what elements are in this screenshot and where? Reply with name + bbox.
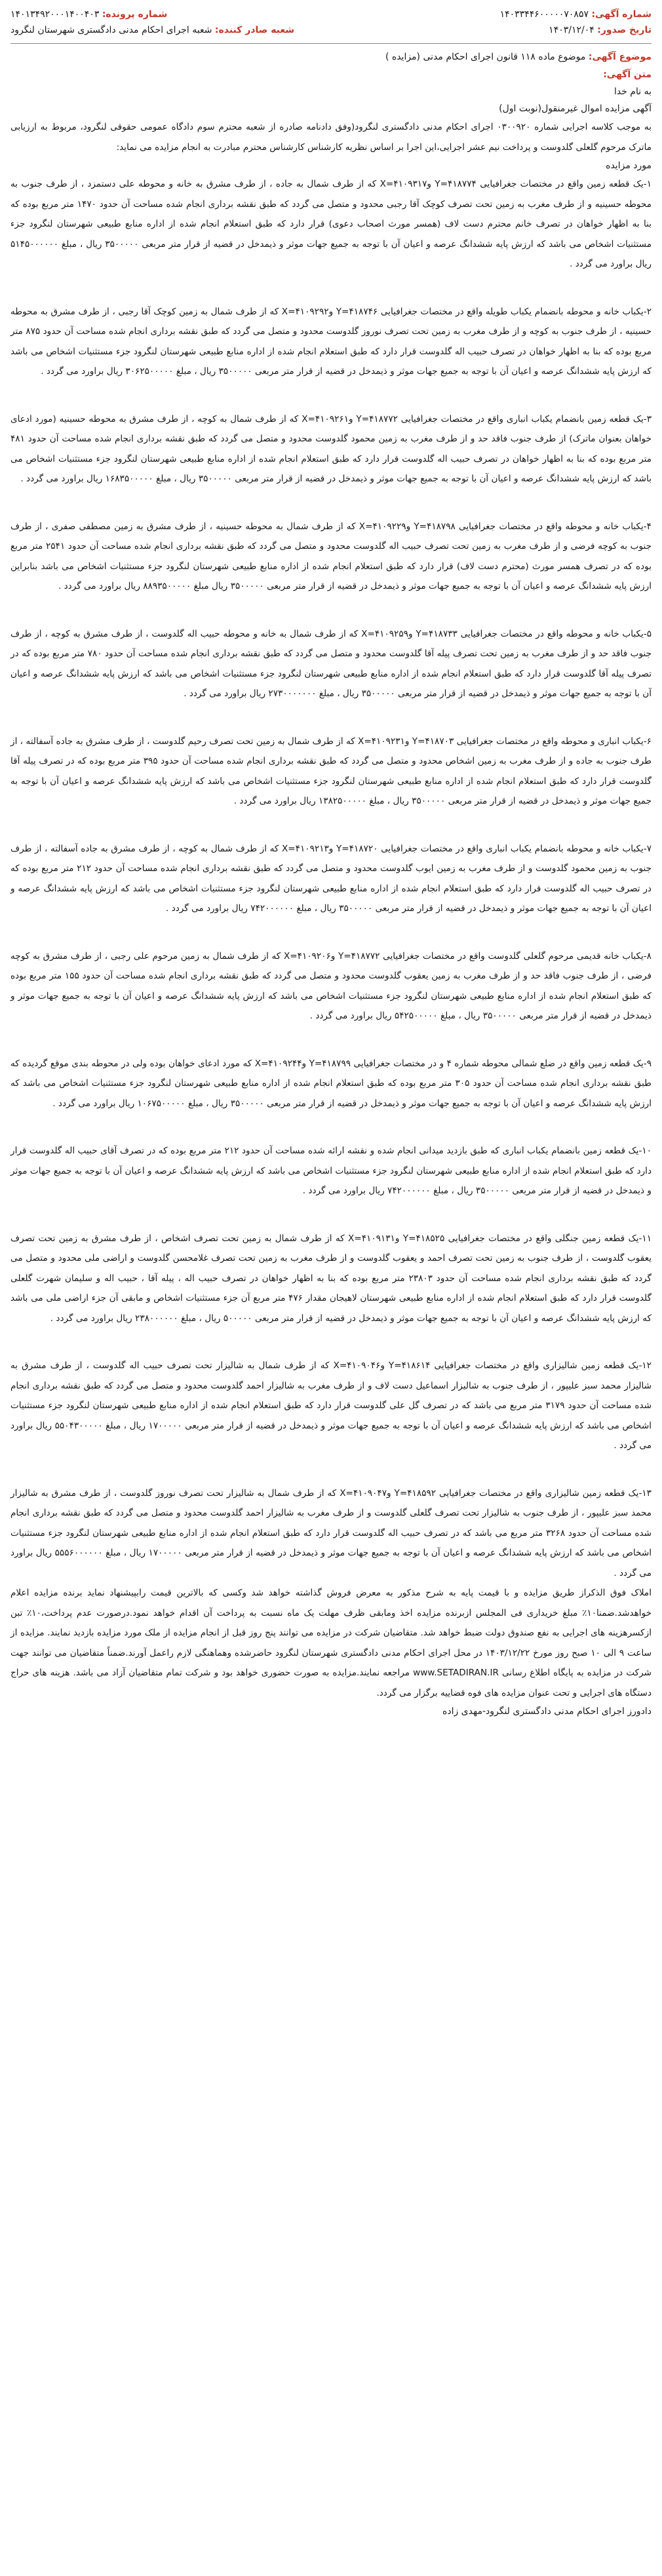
text-label: متن آگهی: — [603, 69, 652, 80]
signature: دادورز اجرای احکام مدنی دادگستری لنگرود-مهدی زاده — [442, 1706, 652, 1717]
auction-item: ۴-یکباب خانه و محوطه واقع در مختصات جغرافیایی Y=۴۱۸۷۹۸ وX=۴۱۰۹۲۲۹ که از طرف شمال به محوطه حسینیه ، از طرف مشرق به زمین مصطفی صفری ، از طرف جنوب به کوچه فرضی و از طرف مغرب به زمین تحت تصرف حبیب اله گلدوست محدود و متصل می گردد که طبق نقشه برداری انجام شده مساحت آن حدود ۲۵۴۱ متر مربع بوده که در تصرف همسر مورث (محترم دست لاف) قرار دارد که طبق استعلام انجام شده از اداره منابع طبیعی شهرستان لنگرود جزء مستثنیات اشخاص می باشد بنابراین ارزش پایه ششدانگ عرصه و اعیان آن با توجه به جمیع جهات موثر و ذیمدخل در قضیه از قرار متر مربعی ۳۵۰۰۰۰۰ ریال مبلغ ۸۸۹۳۵۰۰۰۰۰ ریال براورد می گردد . — [10, 521, 652, 591]
auction-item: ۱۰-یک قطعه زمین بانضمام یکباب انباری که طبق بازدید میدانی انجام شده و نقشه ارائه شده مساحت آن حدود ۲۱۲ متر مربع بوده که در تصرف آقای حبیب اله گلدوست قرار دارد که طبق استعلام انجام شده از اداره منابع طبیعی شهرستان لنگرود جزء مستثنیات اشخاص می باشد که ارزش پایه ششدانگ عرصه و اعیان آن با توجه به جمیع جهات موثر و ذیمدخل در قضیه از قرار متر مربعی ۳۵۰۰۰۰۰ ریال ، مبلغ ۷۴۲۰۰۰۰۰۰ ریال براورد می گردد . — [10, 1146, 652, 1196]
case-number-value: ۱۴۰۱۳۴۹۲۰۰۰۱۴۰۰۴۰۳ — [10, 9, 100, 20]
terms-paragraph: املاک فوق الذکراز طریق مزایده و با قیمت پایه به شرح مذکور به معرض فروش گذاشته خواهد شد وکسی که بالاترین قیمت رابپیشنهاد نماید برنده مزایده اعلام خواهدشد.ضمنا۱۰٪ مبلغ خریداری فی المجلس ازبرنده مزایده اخذ ومابقی ظرف مهلت یک ماه نسبت به پرداخت آن اقدام خواهد نمود.درصورت عدم پرداخت،۱۰٪ تبن ازکسرهزینه های اجرایی به نفع صندوق دولت ضبط خواهد شد. متقاضیان شرکت در مزایده می توانند پنج روز قبل از انجام مزایده از ملک مورد مزایده بازدید نمایند. مزایده از ساعت ۹ الی ۱۰ صبح روز مورخ ۱۴۰۳/۱۲/۲۲ در محل اجرای احکام مدنی دادگستری شهرستان لنگرود حاضرشده وهماهنگی لازم راعمل آورند.ضمناً متقاضیان می توانند جهت شرکت در مزایده به پایگاه اطلاع رسانی www.SETADIRAN.IR مراجعه نمایند.مزایده به صورت حضوری خواهد بود و شرکت تمام متقاضیان آزاد می باشد. هزینه های حراج دستگاه های اجرایی و تحت عنوان مزایده های فوه قضاییه برگزار می گردد. — [10, 1588, 652, 1698]
subject-line — [10, 49, 652, 65]
auction-item: ۱۲-یک قطعه زمین شالیزاری واقع در مختصات جغرافیایی Y=۴۱۸۶۱۴ وX=۴۱۰۹۰۴۶ که از طرف شمال به شالیزار تحت تصرف حبیب اله گلدوست ، از طرف مشرق به شالیزار محمد سبز علیپور ، از طرف جنوب به شالیزار اسماعیل دست لاف و از طرف مغرب به شالیزار احمد گلدوست محدود و متصل می گردد که طبق نقشه برداری انجام شده مساحت آن حدود ۳۱۷۹ متر مربع می باشد که در تصرف گل علی گلدوست قرار دارد که طبق استعلام انجام شده از اداره منابع طبیعی شهرستان لنگرود جزء مستثنیات اشخاص می باشد که ارزش پایه ششدانگ عرصه و اعیان آن با توجه به جمیع جهات موثر و ذیمدخل در قضیه از قرار متر مربعی ۱۷۰۰۰۰۰ ریال ، مبلغ ۵۵۰۴۳۰۰۰۰۰ ریال براورد می گردد . — [10, 1360, 652, 1451]
ad-number-value: ۱۴۰۳۳۴۴۶۰۰۰۰۰۷۰۸۵۷ — [499, 9, 589, 20]
auction-item: ۷-یکباب خانه و محوطه بانضمام یکباب انباری واقع در مختصات جغرافیایی Y=۴۱۸۷۲۰ وX=۴۱۰۹۲۱۳ که از طرف شمال به کوچه ، از طرف مشرق به جاده آسفالته ، از طرف جنوب به زمین محمود گلدوست و از طرف مغرب به زمین ایوب گلدوست محدود و متصل می گردد که طبق نقشه برداری انجام شده مساحت آن حدود ۲۱۲ متر مربع بوده که در تصرف حبیب اله گلدوست قرار دارد که طبق استعلام انجام شده از اداره منابع طبیعی شهرستان لنگرود جزء مستثنیات اشخاص می باشد که ارزش پایه ششدانگ عرصه و اعیان آن با توجه به جمیع جهات موثر و ذیمدخل در قضیه از قرار متر مربعی ۳۵۰۰۰۰۰ ریال ، مبلغ ۷۴۲۰۰۰۰۰۰ ریال براورد می گردد . — [10, 843, 652, 914]
ad-number-label: شماره آگهی: — [591, 9, 652, 20]
subject-value: موضوع ماده ۱۱۸ قانون اجرای احکام مدنی (مزایده ) — [385, 52, 586, 62]
issue-date — [549, 22, 652, 38]
auction-item: ۱۱-یک قطعه زمین جنگلی واقع در مختصات جغرافیایی Y=۴۱۸۵۲۵ وX=۴۱۰۹۱۳۱ که از طرف شمال به زمین تحت تصرف اشخاص ، از طرف مشرق به زمین تحت تصرف یعقوب گلدوست ، از طرف جنوب به زمین تحت تصرف احمد و یعقوب گلدوست و از طرف مغرب به زمین تحت تصرف غلامحسن گلدوست و اراضی ملی محدود و متصل می گردد که طبق نقشه برداری انجام شده مساحت آن حدود ۲۳۸۰۳ متر مربع بوده که بنا به اظهار خواهان در تصرف حبیب اله ، پیله آقا ، حبیب اله و سلیمان شهرت گلعلی گلدوست قرار دارد که طبق استعلام انجام شده از اداره منابع طبیعی شهرستان لاهیجان مقدار ۴۷۶ متر مربع آن جزء مستثنیات اشخاص و مابقی آن جزء اراضی ملی می باشد که ارزش پایه ششدانگ عرصه و اعیان آن با توجه به جمیع جهات موثر و ذیمدخل در قضیه از قرار متر مربعی ۵۰۰۰۰۰ ریال ، مبلغ ۲۳۸۰۰۰۰۰۰ ریال براورد می گردد . — [10, 1233, 652, 1324]
ad-number — [500, 7, 652, 22]
auction-item: ۱-یک قطعه زمین واقع در مختصات جغرافیایی Y=۴۱۸۷۷۴ وX=۴۱۰۹۳۱۷ که از طرف شمال به جاده ، از طرف مشرق به خانه و محوطه علی دستمزد ، از طرف جنوب به محوطه حسینیه و از طرف مغرب به زمین تحت تصرف کوچک آقا رجبی محدود و متصل می گردد که طبق نقشه برداری انجام شده مساحت آن حدود ۱۴۷۰ متر مربع بوده که بنا به اظهار خواهان در تصرف خانم محترم دست لاف (همسر مورث اصحاب دعوی) قرار دارد که طبق استعلام انجام شده از اداره منابع طبیعی شهرستان لنگرود جزء مستثنیات اشخاص می باشد که ارزش پایه ششدانگ عرصه و اعیان آن با توجه به جمیع جهات موثر و ذیمدخل در قضیه از قرار متر مربعی ۳۵۰۰۰۰۰ ریال ، مبلغ ۵۱۴۵۰۰۰۰۰۰ ریال براورد می گردد . — [10, 179, 652, 269]
issuer-value: شعبه اجرای احکام مدنی دادگستری شهرستان لنگرود — [10, 25, 212, 35]
auction-item: ۹-یک قطعه زمین واقع در ضلع شمالی محوطه شماره ۴ و در مختصات جغرافیایی Y=۴۱۸۷۹۹ وX=۴۱۰۹۲۴۴ که مورد ادعای خواهان بوده ولی در محوطه بندی موقع گردیده که طبق نقشه برداری انجام شده مساحت آن حدود ۳۰۵ متر مربع بوده که طبق استعلام انجام شده از اداره منابع طبیعی شهرستان لنگرود جزء مستثنیات اشخاص می باشد که ارزش پایه ششدانگ عرصه و اعیان آن با توجه به جمیع جهات موثر و ذیمدخل در قضیه از قرار متر مربعی ۳۵۰۰۰۰۰ ریال ، مبلغ ۱۰۶۷۵۰۰۰۰۰ ریال براورد می گردد . — [10, 1058, 652, 1109]
items-heading: مورد مزایده — [606, 160, 652, 171]
case-number-label: شماره پرونده: — [102, 9, 168, 20]
header-row-2 — [10, 22, 652, 38]
header-row-1 — [10, 7, 652, 22]
issue-date-label: تاریخ صدور: — [597, 25, 652, 35]
auction-item: ۵-یکباب خانه و محوطه واقع در مختصات جغرافیایی Y=۴۱۸۷۳۳ وX=۴۱۰۹۲۵۹ که از طرف شمال به خانه و محوطه حبیب اله گلدوست ، از طرف مشرق به کوچه ، از طرف جنوب فاقد حد و از طرف مغرب به زمین تحت تصرف پیله آقا گلدوست محدود و متصل می گردد که طبق نقشه برداری انجام شده مساحت آن حدود ۷۸۰ متر مربع بوده که در تصرف پیله آقا گلدوست قرار دارد که طبق استعلام انجام شده از اداره منابع طبیعی شهرستان لنگرود جزء مستثنیات اشخاص می باشد که ارزش پایه ششدانگ عرصه و اعیان آن با توجه به جمیع جهات موثر و ذیمدخل در قضیه از قرار متر مربعی ۳۵۰۰۰۰۰ ریال ، مبلغ ۲۷۳۰۰۰۰۰۰۰ ریال براورد می گردد . — [10, 628, 652, 699]
issuer-label: شعبه صادر کننده: — [214, 25, 295, 35]
case-number — [10, 7, 167, 22]
subject-label: موضوع آگهی: — [588, 52, 652, 62]
basmala: به نام خدا — [613, 86, 652, 97]
auction-item: ۸-یکباب خانه قدیمی مرحوم گلعلی گلدوست واقع در مختصات جغرافیایی Y=۴۱۸۷۷۲ وX=۴۱۰۹۲۰۶ که از طرف شمال به زمین مرحوم علی رجبی ، از طرف مشرق به کوچه فرضی ، از طرف جنوب فاقد حد و از طرف مغرب به زمین یعقوب گلدوست محدود و متصل می گردد که طبق نقشه برداری انجام شده مساحت آن حدود ۱۵۵ متر مربع بوده که طبق استعلام انجام شده از اداره منابع طبیعی شهرستان لنگرود جزء مستثنیات اشخاص می باشد که ارزش پایه ششدانگ عرصه و اعیان آن با توجه به جمیع جهات موثر و ذیمدخل در قضیه از قرار متر مربعی ۳۵۰۰۰۰۰ ریال ، مبلغ ۵۴۲۵۰۰۰۰۰ ریال براورد می گردد . — [10, 950, 652, 1021]
ad-title: آگهی مزایده اموال غیرمنقول(نوبت اول) — [499, 103, 652, 114]
intro-paragraph: به موجب کلاسه اجرایی شماره ۰۳۰۰۹۲۰ اجرای احکام مدنی دادگستری لنگرود(وفق دادنامه صادره از شعبه محترم سوم دادگاه عمومی حقوقی لنگرود، مربوط به ارزیابی ماترک مرحوم گلعلی گلدوست و پرداخت نیم عشر اجرایی،این اجرا بر اساس نظریه کارشناس کارشناس محترم مبادرت به انجام مزایده می نماید: — [10, 122, 652, 153]
issue-date-value: ۱۴۰۳/۱۲/۰۴ — [549, 25, 594, 35]
auction-item: ۶-یکباب انباری و محوطه واقع در مختصات جغرافیایی Y=۴۱۸۷۰۳ وX=۴۱۰۹۲۳۱ که از طرف شمال به زمین تحت تصرف رحیم گلدوست ، از طرف مشرق به جاده آسفالته ، از طرف جنوب به جاده و از طرف مغرب به زمین اشخاص محدود و متصل می گردد که طبق نقشه برداری انجام شده مساحت آن حدود ۳۹۵ متر مربع بوده که در تصرف پیله آقا گلدوست قرار دارد که طبق استعلام انجام شده از اداره منابع طبیعی شهرستان لنگرود جزء مستثنیات اشخاص می باشد که ارزش پایه ششدانگ عرصه و اعیان آن با توجه به جمیع جهات موثر و ذیمدخل در قضیه از قرار متر مربعی ۳۵۰۰۰۰۰ ریال ، مبلغ ۱۳۸۲۵۰۰۰۰۰ ریال براورد می گردد . — [10, 736, 652, 806]
auction-item: ۲-یکباب خانه و محوطه بانضمام یکباب طویله واقع در مختصات جغرافیایی Y=۴۱۸۷۴۶ وX=۴۱۰۹۲۹۲ که از طرف شمال به زمین کوچک آقا رجبی ، از طرف مشرق به محوطه حسینیه ، از طرف جنوب به کوچه و از طرف مغرب به زمین تحت تصرف نوروز گلدوست محدود و متصل می گردد که طبق نقشه برداری انجام شده مساحت آن حدود ۸۷۵ متر مربع بوده که بنا به اظهار خواهان در تصرف حبیب اله گلدوست قرار دارد که طبق استعلام انجام شده از اداره منابع طبیعی شهرستان لنگرود جزء مستثنیات اشخاص می باشد که ارزش پایه ششدانگ عرصه و اعیان آن با توجه به جمیع جهات موثر و ذیمدخل در قضیه از قرار متر مربعی ۳۵۰۰۰۰۰ ریال ، مبلغ ۳۰۶۲۵۰۰۰۰۰ ریال براورد می گردد . — [10, 306, 652, 377]
header-divider — [10, 43, 652, 44]
auction-item: ۳-یک قطعه زمین بانضمام یکباب انباری واقع در مختصات جغرافیایی Y=۴۱۸۷۷۲ وX=۴۱۰۹۲۶۱ که از طرف شمال به کوچه ، از طرف مشرق به محوطه حسینیه (مورد ادعای خواهان بعنوان ماترک) از طرف جنوب فاقد حد و از طرف مغرب به زمین محمود گلدوست محدود و متصل می گردد که طبق نقشه برداری انجام شده مساحت آن حدود ۴۸۱ متر مربع بوده که بنا به اظهار خواهان در تصرف حبیب اله گلدوست قرار دارد که طبق استعلام انجام شده از اداره منابع طبیعی شهرستان لنگرود جزء مستثنیات اشخاص می باشد که ارزش پایه ششدانگ عرصه و اعیان آن با توجه به جمیع جهات موثر و ذیمدخل در قضیه از قرار متر مربعی ۳۵۰۰۰۰۰ ریال ، مبلغ ۱۶۸۳۵۰۰۰۰۰ ریال براورد می گردد . — [10, 413, 652, 484]
issuer — [10, 22, 294, 38]
auction-item: ۱۳-یک قطعه زمین شالیزاری واقع در مختصات جغرافیایی Y=۴۱۸۵۹۲ وX=۴۱۰۹۰۴۷ که از طرف شمال به شالیزار تحت تصرف نوروز گلدوست ، از طرف مشرق به شالیزار محمد سبز علیپور ، از طرف جنوب به شالیزار تحت تصرف گلعلی گلدوست و از طرف مغرب به شالیزار احمد گلدوست محدود و متصل می گردد که طبق نقشه برداری انجام شده مساحت آن حدود ۳۲۶۸ متر مربع می باشد که در تصرف حبیب اله گلدوست قرار دارد که طبق استعلام انجام شده از اداره منابع طبیعی شهرستان لنگرود جزء مستثنیات اشخاص می باشد که ارزش پایه ششدانگ عرصه و اعیان آن با توجه به جمیع جهات موثر و ذیمدخل در قضیه از قرار متر مربعی ۱۷۰۰۰۰۰ ریال ، مبلغ ۵۵۵۶۰۰۰۰۰۰ ریال براورد می گردد . — [10, 1487, 652, 1578]
